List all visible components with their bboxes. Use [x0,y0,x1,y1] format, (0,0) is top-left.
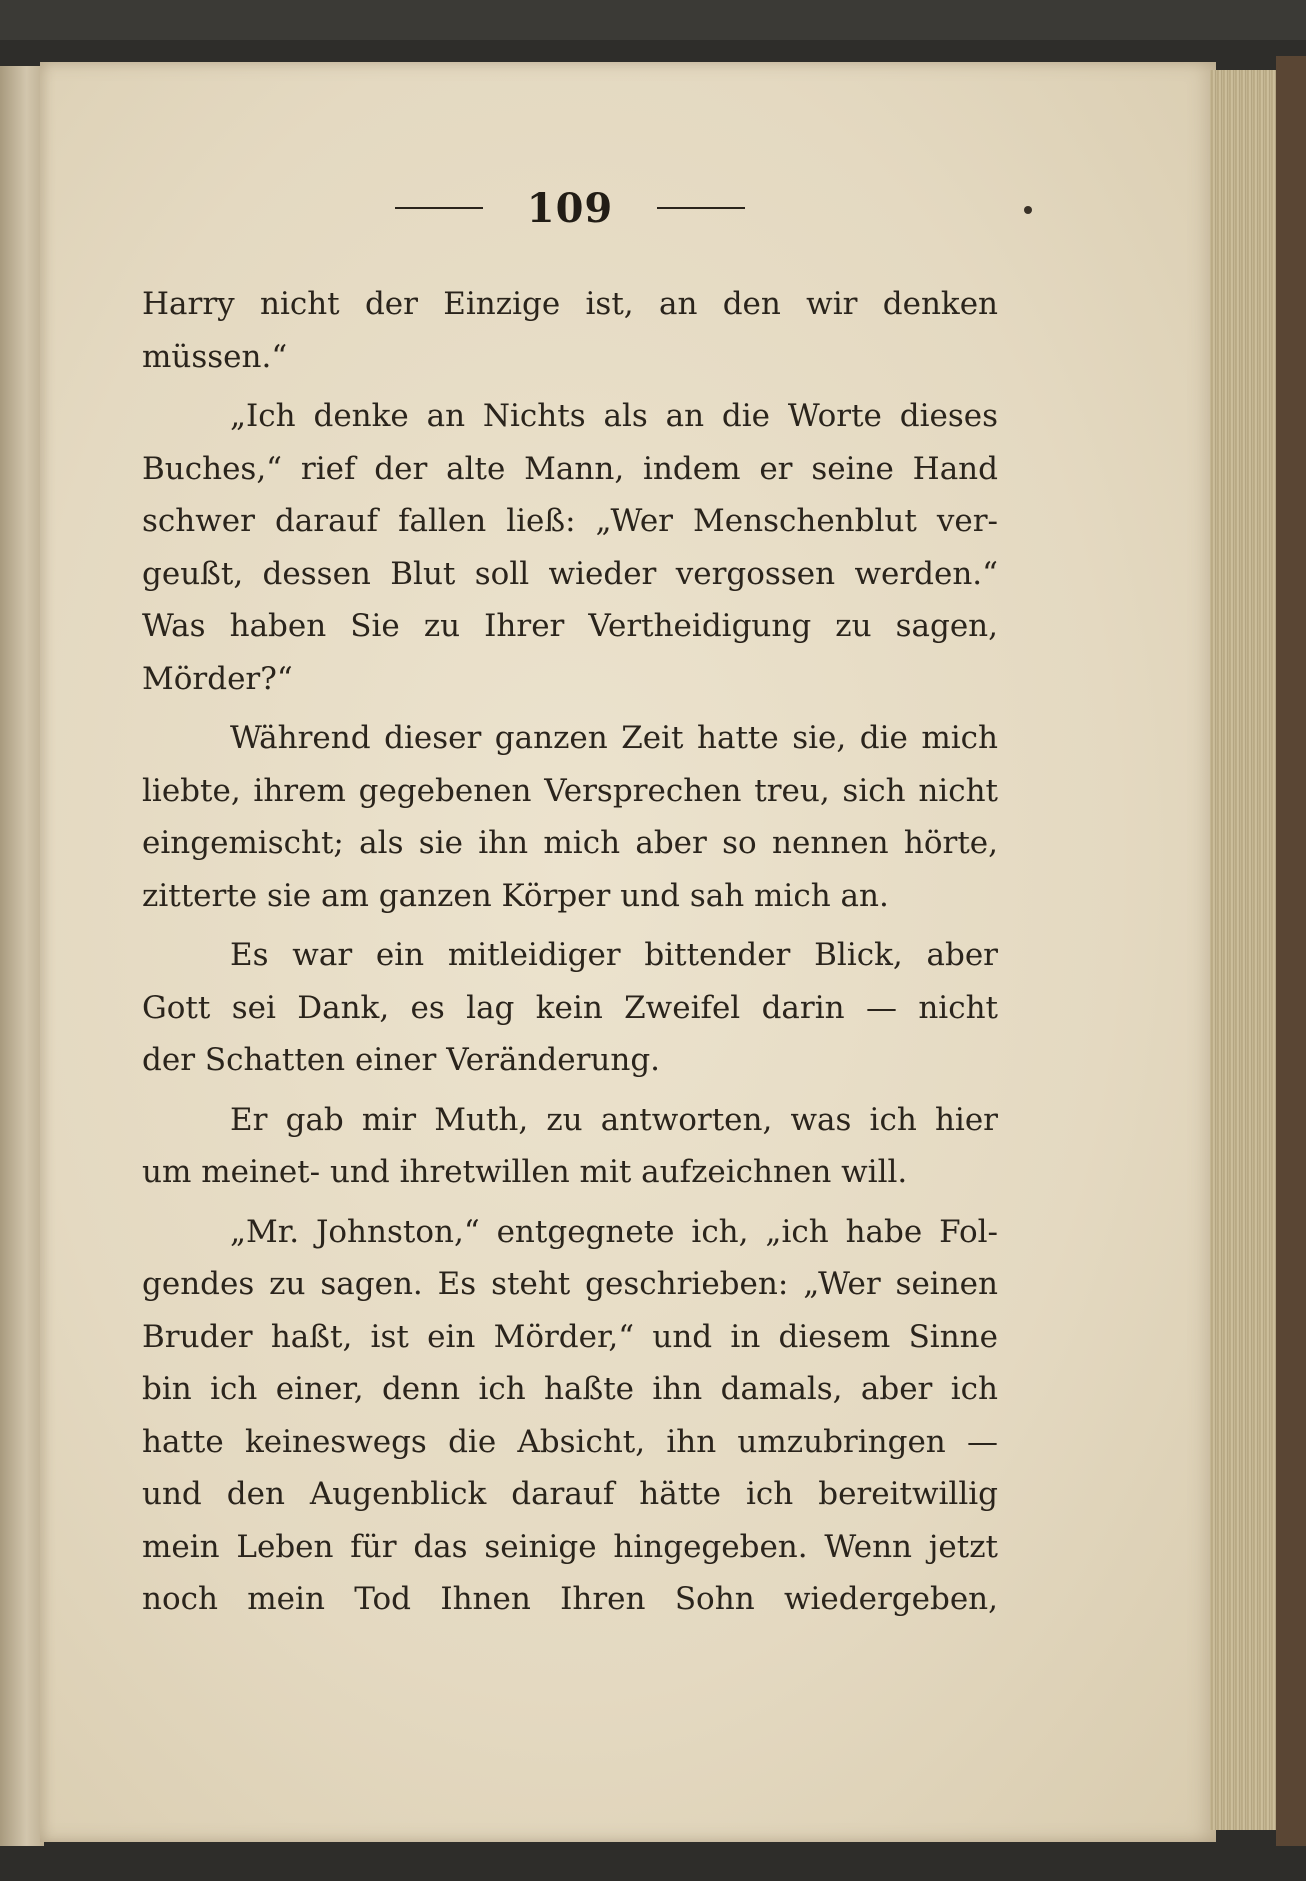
text-line: Mörder?“ [142,660,293,697]
text-line: Was haben Sie zu Ihrer Vertheidigung zu sagen, [142,608,998,644]
text-line: schwer darauf fallen ließ: „Wer Menschenblut ver- [142,503,998,539]
page-header [370,178,770,238]
page-block-edge [1210,70,1280,1830]
text-line: mein Leben für das seinige hingegeben. Wenn jetzt [142,1528,998,1565]
text-line: Es war ein mitleidiger bittender Blick, aber [230,937,998,973]
text-line: geußt, dessen Blut soll wieder vergossen werden.“ [142,555,998,592]
header-rule-left [395,207,483,209]
text-line: liebte, ihrem gegebenen Versprechen treu, sich nicht [142,772,998,809]
body-text [142,278,998,1626]
text-line: bin ich einer, denn ich haßte ihn damals, aber ich [142,1371,998,1407]
text-line: müssen.“ [142,338,288,375]
text-line: um meinet- und ihretwillen mit aufzeichnen will. [142,1154,908,1190]
text-line: Bruder haßt, ist ein Mörder,“ und in diesem Sinne [142,1318,998,1355]
text-line: noch mein Tod Ihnen Ihren Sohn wiedergeben, [142,1581,998,1617]
header-rule-right [657,207,745,209]
text-line: und den Augenblick darauf hätte ich bereitwillig [142,1476,998,1512]
text-line: der Schatten einer Veränderung. [142,1042,661,1078]
book-cover-edge [1276,56,1306,1846]
text-line: Buches,“ rief der alte Mann, indem er seine Hand [142,450,998,487]
text-line: Harry nicht der Einzige ist, an den wir denken [142,286,998,322]
text-line: „Ich denke an Nichts als an die Worte dieses [230,398,998,434]
text-line: Während dieser ganzen Zeit hatte sie, die mich [230,720,998,756]
text-line: eingemischt; als sie ihn mich aber so nennen hörte, [142,825,998,861]
text-line: Gott sei Dank, es lag kein Zweifel darin — nicht [142,989,998,1026]
text-line: zitterte sie am ganzen Körper und sah mich an. [142,877,889,914]
page-number: 109 [526,184,614,232]
facing-page-edge [0,66,44,1846]
text-line: gendes zu sagen. Es steht geschrieben: „Wer seinen [142,1266,998,1302]
ink-speck [1024,206,1032,214]
text-line: hatte keineswegs die Absicht, ihn umzubringen — [142,1423,998,1460]
text-line: Er gab mir Muth, zu antworten, was ich hier [230,1101,998,1138]
text-line: „Mr. Johnston,“ entgegnete ich, „ich habe Fol- [230,1213,998,1250]
